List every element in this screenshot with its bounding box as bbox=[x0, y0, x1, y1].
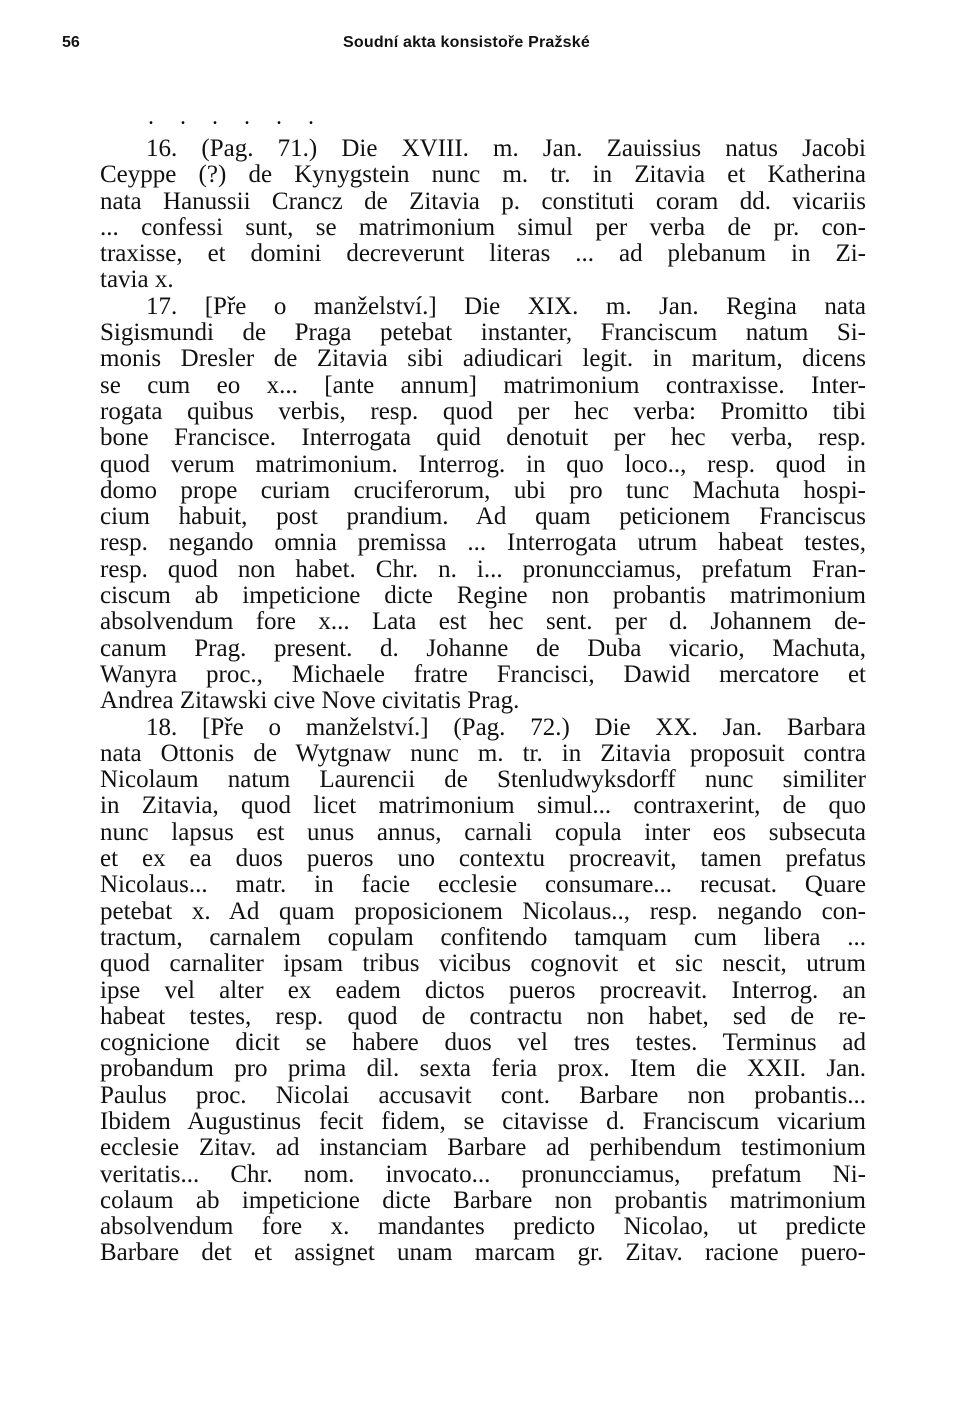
text-line: quod verum matrimonium. Interrog. in quo loco.., resp. quod in bbox=[100, 450, 866, 478]
body-text bbox=[100, 136, 866, 1267]
text-line: nunc lapsus est unus annus, carnali copula inter eos subsecuta bbox=[100, 818, 866, 846]
text-line: resp. negando omnia premissa ... Interrogata utrum habeat testes, bbox=[100, 529, 866, 557]
text-line: Wanyra proc., Michaele fratre Francisci, Dawid mercatore et bbox=[100, 660, 866, 688]
document-page bbox=[62, 34, 866, 1267]
text-line: Sigismundi de Praga petebat instanter, Franciscum natum Si- bbox=[100, 319, 866, 347]
text-line: resp. quod non habet. Chr. n. i... pronuncciamus, prefatum Fran- bbox=[100, 555, 866, 583]
text-line: cognicione dicit se habere duos vel tres testes. Terminus ad bbox=[100, 1029, 866, 1057]
text-line: quod carnaliter ipsam tribus vicibus cognovit et sic nescit, utrum bbox=[100, 950, 866, 978]
text-line: ciscum ab impeticione dicte Regine non probantis matrimonium bbox=[100, 582, 866, 610]
running-header bbox=[62, 34, 866, 58]
text-line: tractum, carnalem copulam confitendo tamquam cum libera ... bbox=[100, 923, 866, 951]
text-line: Barbare det et assignet unam marcam gr. Zitav. racione puero- bbox=[100, 1239, 866, 1267]
text-line: Nicolaus... matr. in facie ecclesie consumare... recusat. Quare bbox=[100, 871, 866, 899]
page-number: 56 bbox=[62, 34, 80, 51]
text-line: monis Dresler de Zitavia sibi adiudicari legit. in maritum, dicens bbox=[100, 345, 866, 373]
section-separator-dots: . . . . . . bbox=[148, 104, 324, 130]
text-line: absolvendum fore x. mandantes predicto Nicolao, ut predicte bbox=[100, 1213, 866, 1241]
text-line: se cum eo x... [ante annum] matrimonium contraxisse. Inter- bbox=[100, 371, 866, 399]
text-line: Paulus proc. Nicolai accusavit cont. Barbare non probantis... bbox=[100, 1081, 866, 1109]
text-line: Ceyppe (?) de Kynygstein nunc m. tr. in Zitavia et Katherina bbox=[100, 161, 866, 189]
running-title: Soudní akta konsistoře Pražské bbox=[343, 34, 590, 51]
text-line: et ex ea duos pueros uno contextu procreavit, tamen prefatus bbox=[100, 845, 866, 873]
text-line: 17. [Pře o manželství.] Die XIX. m. Jan. Regina nata bbox=[146, 292, 866, 320]
text-line: tavia x. bbox=[100, 266, 174, 294]
text-line: veritatis... Chr. nom. invocato... pronuncciamus, prefatum Ni- bbox=[100, 1160, 866, 1188]
text-line: absolvendum fore x... Lata est hec sent. per d. Johannem de- bbox=[100, 608, 866, 636]
text-line: 18. [Pře o manželství.] (Pag. 72.) Die XX. Jan. Barbara bbox=[146, 713, 866, 741]
text-line: in Zitavia, quod licet matrimonium simul... contraxerint, de quo bbox=[100, 792, 866, 820]
text-line: petebat x. Ad quam proposicionem Nicolaus.., resp. negando con- bbox=[100, 897, 866, 925]
text-line: Ibidem Augustinus fecit fidem, se citavisse d. Franciscum vicarium bbox=[100, 1107, 866, 1135]
text-line: nata Ottonis de Wytgnaw nunc m. tr. in Zitavia proposuit contra bbox=[100, 739, 866, 767]
text-line: domo prope curiam cruciferorum, ubi pro tunc Machuta hospi- bbox=[100, 476, 866, 504]
text-line: ecclesie Zitav. ad instanciam Barbare ad perhibendum testimonium bbox=[100, 1134, 866, 1162]
text-line: ... confessi sunt, se matrimonium simul per verba de pr. con- bbox=[100, 213, 866, 241]
text-line: colaum ab impeticione dicte Barbare non probantis matrimonium bbox=[100, 1186, 866, 1214]
text-line: canum Prag. present. d. Johanne de Duba vicario, Machuta, bbox=[100, 634, 866, 662]
text-line: nata Hanussii Crancz de Zitavia p. constituti coram dd. vicariis bbox=[100, 187, 866, 215]
text-line: rogata quibus verbis, resp. quod per hec verba: Promitto tibi bbox=[100, 397, 866, 425]
text-line: ipse vel alter ex eadem dictos pueros procreavit. Interrog. an bbox=[100, 976, 866, 1004]
text-line: 16. (Pag. 71.) Die XVIII. m. Jan. Zauissius natus Jacobi bbox=[146, 135, 866, 162]
text-line: Andrea Zitawski cive Nove civitatis Prag. bbox=[100, 687, 520, 715]
text-line: cium habuit, post prandium. Ad quam peticionem Franciscus bbox=[100, 503, 866, 531]
text-line: Nicolaum natum Laurencii de Stenludwyksdorff nunc similiter bbox=[100, 766, 866, 794]
text-line: bone Francisce. Interrogata quid denotuit per hec verba, resp. bbox=[100, 424, 866, 452]
text-line: habeat testes, resp. quod de contractu non habet, sed de re- bbox=[100, 1002, 866, 1030]
text-line: probandum pro prima dil. sexta feria prox. Item die XXII. Jan. bbox=[100, 1055, 866, 1083]
text-line: traxisse, et domini decreverunt literas ... ad plebanum in Zi- bbox=[100, 240, 866, 268]
